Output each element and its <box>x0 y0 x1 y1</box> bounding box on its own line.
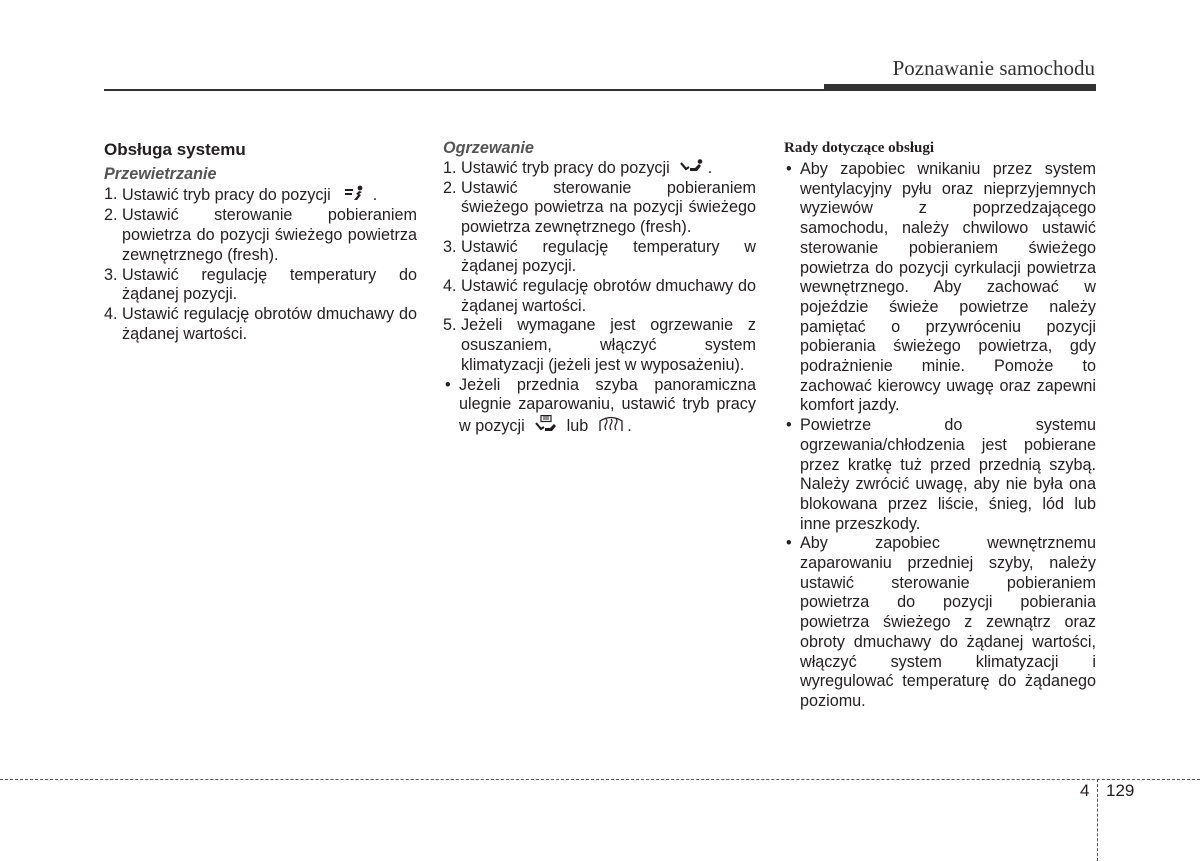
column-heating <box>443 139 756 439</box>
header-rule-thick <box>824 84 1096 91</box>
heating-steps <box>443 159 756 376</box>
page-number: 129 <box>1106 781 1135 800</box>
tips-heading: Rady dotyczące obsługi <box>784 140 934 156</box>
list-item: 1. Ustawić tryb pracy do pozycji . <box>104 185 417 207</box>
tips-list <box>784 160 1096 712</box>
list-item: 4. Ustawić regulację obrotów dmuchawy do żądanej wartości. <box>443 277 756 315</box>
column-operating-tips <box>784 139 1096 712</box>
footer-vertical-divider <box>1097 779 1098 861</box>
list-item: 2. Ustawić sterowanie pobieraniem powietrza do pozycji świeżego powietrza zewnętrznego (fresh). <box>104 206 417 264</box>
section-number: 4 <box>1080 781 1090 800</box>
subsection-heading-heating: Ogrzewanie <box>443 139 534 157</box>
list-item: • Jeżeli przednia szyba panoramiczna ulegnie zaparowaniu, ustawić tryb pracy w pozycji lub . <box>443 376 756 439</box>
subsection-heading-ventilation: Przewietrzanie <box>104 165 217 183</box>
floor-defrost-mode-icon <box>535 415 557 439</box>
list-item: • Aby zapobiec wnikaniu przez system wentylacyjny pyłu oraz nieprzyjemnych wyziewów z poprzedzającego samochodu, należy chwilowo ustawić sterowanie pobieraniem świeżego powietrza do pozycji cyrkulacji powietrza wewnętrznego. Aby zachować w pojeździe świeże powietrze należy pamiętać o przywróceniu pozycji pobierania świeżego powietrza, gdy podrażnienie minie. Pomoże to zachować kierowcy uwagę oraz zapewni komfort jazdy. <box>786 160 1096 415</box>
windshield-defrost-icon <box>598 415 624 439</box>
list-item: 4. Ustawić regulację obrotów dmuchawy do żądanej wartości. <box>104 304 417 343</box>
list-item: 3. Ustawić regulację temperatury do żądanej pozycji. <box>104 265 417 304</box>
page-header-title: Poznawanie samochodu <box>892 56 1095 80</box>
floor-mode-icon <box>680 159 704 179</box>
list-item: • Aby zapobiec wewnętrznemu zaparowaniu przedniej szyby, należy ustawić sterowanie pobieraniem powietrza do pozycji pobierania powietrza świeżego z zewnątrz oraz obroty dmuchawy do żądanej wartości, włączyć system klimatyzacji i wyregulować temperaturę do żądanego poziomu. <box>786 534 1096 710</box>
list-item: 2. Ustawić sterowanie pobieraniem świeżego powietrza na pozycji świeżego powietrza zewnętrznego (fresh). <box>443 178 756 236</box>
list-item: 1. Ustawić tryb pracy do pozycji . <box>443 158 713 177</box>
list-item: 3. Ustawić regulację temperatury w żądanej pozycji. <box>443 237 756 276</box>
list-item: • Powietrze do systemu ogrzewania/chłodzenia jest pobierane przez kratkę tuż przed przednią szybą. Należy zwrócić uwagę, aby nie była ona blokowana przez liście, śnieg, lód lub inne przeszkody. <box>786 416 1096 533</box>
column-system-operation <box>104 139 417 344</box>
ventilation-steps <box>104 185 417 345</box>
section-heading: Obsługa systemu <box>104 140 246 159</box>
heating-notes <box>443 376 756 439</box>
face-vent-mode-icon <box>343 185 365 207</box>
footer-divider <box>0 779 1200 780</box>
list-item: 5. Jeżeli wymagane jest ogrzewanie z osuszaniem, włączyć system klimatyzacji (jeżeli jest w wyposażeniu). <box>443 316 756 374</box>
